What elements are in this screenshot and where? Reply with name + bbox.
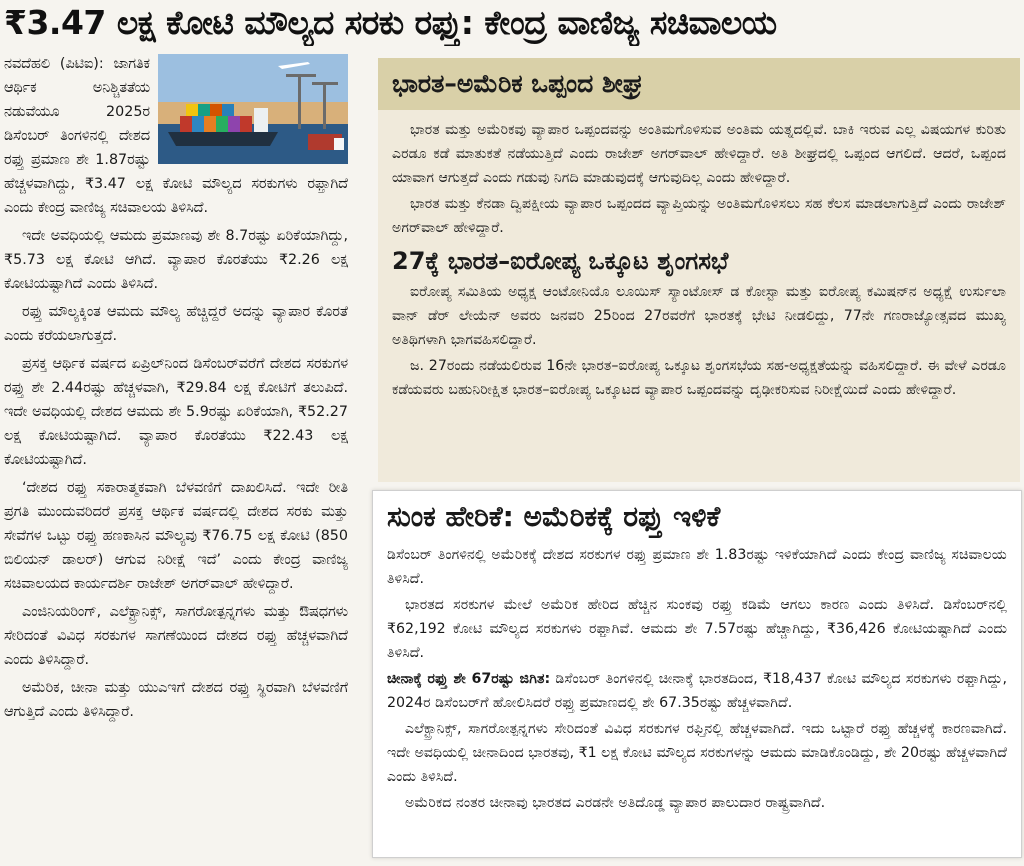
box-paragraph: ಚೀನಾಕ್ಕೆ ರಫ್ತು ಶೇ 67ರಷ್ಟು ಜಿಗಿತ: ಡಿಸೆಂಬರ್ ತಿಂಗಳಿನಲ್ಲಿ ಚೀನಾಕ್ಕೆ ಭಾರತದಿಂದ, ₹18,437 ಕೋಟಿ ಮೌಲ್ಯದ ಸರಕುಗಳು ರಫ್ತಾಗಿದ್ದು, 2024ರ ಡಿಸೆಂಬರ್‌ಗೆ ಹೋಲಿಸಿದರೆ ರಫ್ತು ಪ್ರಮಾಣದಲ್ಲಿ ಶೇ 67.35ರಷ್ಟು ಹೆಚ್ಚಳವಾಗಿದೆ. [387, 671, 1007, 711]
tariff-title: ಸುಂಕ ಹೇರಿಕೆ: ಅಮೆರಿಕಕ್ಕೆ ರಫ್ತು ಇಳಿಕೆ [387, 500, 721, 533]
tariff-box [372, 490, 1022, 858]
cargo-ship-photo [158, 54, 348, 164]
box-paragraph: ಭಾರತ ಮತ್ತು ಅಮೆರಿಕವು ವ್ಯಾಪಾರ ಒಪ್ಪಂದವನ್ನು ಅಂತಿಮಗೊಳಿಸುವ ಅಂತಿಮ ಯತ್ನದಲ್ಲಿವೆ. ಬಾಕಿ ಇರುವ ಎಲ್ಲ ವಿಷಯಗಳ ಕುರಿತು ಎರಡೂ ಕಡೆ ಮಾತುಕತೆ ನಡೆಯುತ್ತಿದೆ ಎಂದು ರಾಜೇಶ್ ಅಗರ್‌ವಾಲ್ ಹೇಳಿದ್ದಾರೆ. ಅತಿ ಶೀಘ್ರದಲ್ಲಿ ಒಪ್ಪಂದ ಆಗಲಿದೆ. ಆದರೆ, ಒಪ್ಪಂದ ಯಾವಾಗ ಆಗುತ್ತದೆ ಎಂದು ಗಡುವು ನಿಗದಿ ಮಾಡುವುದಕ್ಕೆ ಆಗುವುದಿಲ್ಲ ಎಂದು ಹೇಳಿದ್ದಾರೆ. [392, 122, 1006, 186]
article-paragraph: ‘ದೇಶದ ರಫ್ತು ಸಕಾರಾತ್ಮಕವಾಗಿ ಬೆಳವಣಿಗೆ ದಾಖಲಿಸಿದೆ. ಇದೇ ರೀತಿ ಪ್ರಗತಿ ಮುಂದುವರಿದರೆ ಪ್ರಸಕ್ತ ಆರ್ಥಿಕ ವರ್ಷದಲ್ಲಿ ದೇಶದ ಸರಕು ಮತ್ತು ಸೇವೆಗಳ ಒಟ್ಟು ರಫ್ತು ಹಣಕಾಸಿನ ಮೌಲ್ಯವು ₹76.75 ಲಕ್ಷ ಕೋಟಿ (850 ಬಿಲಿಯನ್ ಡಾಲರ್) ಆಗುವ ನಿರೀಕ್ಷೆ ಇದೆ’ ಎಂದು ಕೇಂದ್ರ ವಾಣಿಜ್ಯ ಸಚಿವಾಲಯದ ಕಾರ್ಯದರ್ಶಿ ರಾಜೇಶ್ ಅಗರ್‌ವಾಲ್ ಹೇಳಿದ್ದಾರೆ. [4, 480, 348, 592]
headline: ₹3.47 ಲಕ್ಷ ಕೋಟಿ ಮೌಲ್ಯದ ಸರಕು ರಫ್ತು: ಕೇಂದ್ರ ವಾಣಿಜ್ಯ ಸಚಿವಾಲಯ [4, 3, 777, 42]
us-deal-title: ಭಾರತ–ಅಮೆರಿಕ ಒಪ್ಪಂದ ಶೀಘ್ರ [378, 58, 1020, 110]
box-paragraph: ಡಿಸೆಂಬರ್ ತಿಂಗಳಿನಲ್ಲಿ ಅಮೆರಿಕಕ್ಕೆ ದೇಶದ ಸರಕುಗಳ ರಫ್ತು ಪ್ರಮಾಣ ಶೇ 1.83ರಷ್ಟು ಇಳಿಕೆಯಾಗಿದೆ ಎಂದು ಕೇಂದ್ರ ವಾಣಿಜ್ಯ ಸಚಿವಾಲಯ ತಿಳಿಸಿದೆ. [387, 547, 1007, 587]
article-paragraph: ಇದೇ ಅವಧಿಯಲ್ಲಿ ಆಮದು ಪ್ರಮಾಣವು ಶೇ 8.7ರಷ್ಟು ಏರಿಕೆಯಾಗಿದ್ದು, ₹5.73 ಲಕ್ಷ ಕೋಟಿ ಆಗಿದೆ. ವ್ಯಾಪಾರ ಕೊರತೆಯು ₹2.26 ಲಕ್ಷ ಕೋಟಿಯಷ್ಟಾಗಿದೆ ಎಂದು ತಿಳಿಸಿದೆ. [4, 228, 348, 292]
box-paragraph: ಐರೋಪ್ಯ ಸಮಿತಿಯ ಅಧ್ಯಕ್ಷ ಆಂಟೋನಿಯೊ ಲೂಯಿಸ್ ಸ್ಯಾಂಟೋಸ್ ಡ ಕೋಸ್ಟಾ ಮತ್ತು ಐರೋಪ್ಯ ಕಮಿಷನ್‌ನ ಅಧ್ಯಕ್ಷೆ ಉರ್ಸುಲಾ ವಾನ್ ಡೆರ್ ಲೇಯೆನ್ ಅವರು ಜನವರಿ 25ರಿಂದ 27ರವರೆಗೆ ಭಾರತಕ್ಕೆ ಭೇಟಿ ನೀಡಲಿದ್ದು, 77ನೇ ಗಣರಾಜ್ಯೋತ್ಸವದ ಮುಖ್ಯ ಅತಿಥಿಗಳಾಗಿ ಭಾಗವಹಿಸಲಿದ್ದಾರೆ. [392, 284, 1006, 348]
us-deal-box [378, 58, 1020, 482]
box-paragraph: ಜ. 27ರಂದು ನಡೆಯಲಿರುವ 16ನೇ ಭಾರತ–ಐರೋಪ್ಯ ಒಕ್ಕೂಟ ಶೃಂಗಸಭೆಯ ಸಹ-ಅಧ್ಯಕ್ಷತೆಯನ್ನು ವಹಿಸಲಿದ್ದಾರೆ. ಈ ವೇಳೆ ಎರಡೂ ಕಡೆಯವರು ಬಹುನಿರೀಕ್ಷಿತ ಭಾರತ–ಐರೋಪ್ಯ ಒಕ್ಕೂಟದ ವ್ಯಾಪಾರ ಒಪ್ಪಂದವನ್ನು ದೃಢೀಕರಿಸುವ ನಿರೀಕ್ಷೆಯಿದೆ ಎಂದು ಹೇಳಿದ್ದಾರೆ. [392, 358, 1006, 398]
article-paragraph: ನವದೆಹಲಿ (ಪಿಟಿಐ): ಜಾಗತಿಕ ಆರ್ಥಿಕ ಅನಿಶ್ಚಿತತೆಯ ನಡುವೆಯೂ 2025ರ ಡಿಸೆಂಬರ್ ತಿಂಗಳಿನಲ್ಲಿ ದೇಶದ ರಫ್ತು ಪ್ರಮಾಣ ಶೇ 1.87ರಷ್ಟು ಹೆಚ್ಚಳವಾಗಿದ್ದು, ₹3.47 ಲಕ್ಷ ಕೋಟಿ ಮೌಲ್ಯದ ಸರಕುಗಳು ರಫ್ತಾಗಿದೆ ಎಂದು ಕೇಂದ್ರ ವಾಣಿಜ್ಯ ಸಚಿವಾಲಯ ತಿಳಿಸಿದೆ. [4, 56, 348, 216]
box-paragraph: ಭಾರತದ ಸರಕುಗಳ ಮೇಲೆ ಅಮೆರಿಕ ಹೇರಿದ ಹೆಚ್ಚಿನ ಸುಂಕವು ರಫ್ತು ಕಡಿಮೆ ಆಗಲು ಕಾರಣ ಎಂದು ತಿಳಿಸಿದೆ. ಡಿಸೆಂಬರ್‌ನಲ್ಲಿ ₹62,192 ಕೋಟಿ ಮೌಲ್ಯದ ಸರಕುಗಳು ರಫ್ತಾಗಿವೆ. ಆಮದು ಶೇ 7.57ರಷ್ಟು ಹೆಚ್ಚಾಗಿದ್ದು, ₹36,426 ಕೋಟಿಯಷ್ಟಾಗಿದೆ ಎಂದು ತಿಳಿಸಿದೆ. [387, 597, 1007, 661]
article-paragraph: ಅಮೆರಿಕ, ಚೀನಾ ಮತ್ತು ಯುಎಇಗೆ ದೇಶದ ರಫ್ತು ಸ್ಥಿರವಾಗಿ ಬೆಳವಣಿಗೆ ಆಗುತ್ತಿದೆ ಎಂದು ತಿಳಿಸಿದ್ದಾರೆ. [4, 680, 348, 720]
china-subhead: ಚೀನಾಕ್ಕೆ ರಫ್ತು ಶೇ 67ರಷ್ಟು ಜಿಗಿತ: [387, 671, 551, 687]
article-paragraph: ಪ್ರಸಕ್ತ ಆರ್ಥಿಕ ವರ್ಷದ ಏಪ್ರಿಲ್‌ನಿಂದ ಡಿಸೆಂಬರ್‌ವರೆಗೆ ದೇಶದ ಸರಕುಗಳ ರಫ್ತು ಶೇ 2.44ರಷ್ಟು ಹೆಚ್ಚಳವಾಗಿ, ₹29.84 ಲಕ್ಷ ಕೋಟಿಗೆ ತಲುಪಿದೆ. ಇದೇ ಅವಧಿಯಲ್ಲಿ ದೇಶದ ಆಮದು ಶೇ 5.9ರಷ್ಟು ಏರಿಕೆಯಾಗಿ, ₹52.27 ಲಕ್ಷ ಕೋಟಿಯಷ್ಟಾಗಿದೆ. ವ್ಯಾಪಾರ ಕೊರತೆಯು ₹22.43 ಲಕ್ಷ ಕೋಟಿಯಷ್ಟಾಗಿದೆ. [4, 356, 348, 468]
box-paragraph: ಎಲೆಕ್ಟ್ರಾನಿಕ್ಸ್, ಸಾಗರೋತ್ಪನ್ನಗಳು ಸೇರಿದಂತೆ ವಿವಿಧ ಸರಕುಗಳ ರಫ್ತಿನಲ್ಲಿ ಹೆಚ್ಚಳವಾಗಿದೆ. ಇದು ಒಟ್ಟಾರೆ ರಫ್ತು ಹೆಚ್ಚಳಕ್ಕೆ ಕಾರಣವಾಗಿದೆ. ಇದೇ ಅವಧಿಯಲ್ಲಿ ಚೀನಾದಿಂದ ಭಾರತವು, ₹1 ಲಕ್ಷ ಕೋಟಿ ಮೌಲ್ಯದ ಸರಕುಗಳನ್ನು ಆಮದು ಮಾಡಿಕೊಂಡಿದ್ದು, ಶೇ 20ರಷ್ಟು ಹೆಚ್ಚಳವಾಗಿದೆ ಎಂದು ತಿಳಿಸಿದೆ. [387, 721, 1007, 785]
eu-summit-subtitle: 27ಕ್ಕೆ ಭಾರತ–ಐರೋಪ್ಯ ಒಕ್ಕೂಟ ಶೃಂಗಸಭೆ [392, 247, 729, 275]
box-paragraph: ಅಮೆರಿಕದ ನಂತರ ಚೀನಾವು ಭಾರತದ ಎರಡನೇ ಅತಿದೊಡ್ಡ ವ್ಯಾಪಾರ ಪಾಲುದಾರ ರಾಷ್ಟ್ರವಾಗಿದೆ. [405, 795, 826, 811]
article-paragraph: ಎಂಜಿನಿಯರಿಂಗ್, ಎಲೆಕ್ಟ್ರಾನಿಕ್ಸ್, ಸಾಗರೋತ್ಪನ್ನಗಳು ಮತ್ತು ಔಷಧಗಳು ಸೇರಿದಂತೆ ವಿವಿಧ ಸರಕುಗಳ ಸಾಗಣೆಯಿಂದ ದೇಶದ ರಫ್ತು ಹೆಚ್ಚಳವಾಗಿದೆ ಎಂದು ತಿಳಿಸಿದ್ದಾರೆ. [4, 604, 348, 668]
article-paragraph: ರಫ್ತು ಮೌಲ್ಯಕ್ಕಿಂತ ಆಮದು ಮೌಲ್ಯ ಹೆಚ್ಚಿದ್ದರೆ ಅದನ್ನು ವ್ಯಾಪಾರ ಕೊರತೆ ಎಂದು ಕರೆಯಲಾಗುತ್ತದೆ. [4, 304, 348, 344]
left-column [4, 52, 348, 858]
box-paragraph: ಭಾರತ ಮತ್ತು ಕೆನಡಾ ದ್ವಿಪಕ್ಷೀಯ ವ್ಯಾಪಾರ ಒಪ್ಪಂದದ ವ್ಯಾಪ್ತಿಯನ್ನು ಅಂತಿಮಗೊಳಿಸಲು ಸಹ ಕೆಲಸ ಮಾಡಲಾಗುತ್ತಿದೆ ಎಂದು ರಾಜೇಶ್ ಅಗರ್‌ವಾಲ್ ಹೇಳಿದ್ದಾರೆ. [392, 196, 1006, 236]
